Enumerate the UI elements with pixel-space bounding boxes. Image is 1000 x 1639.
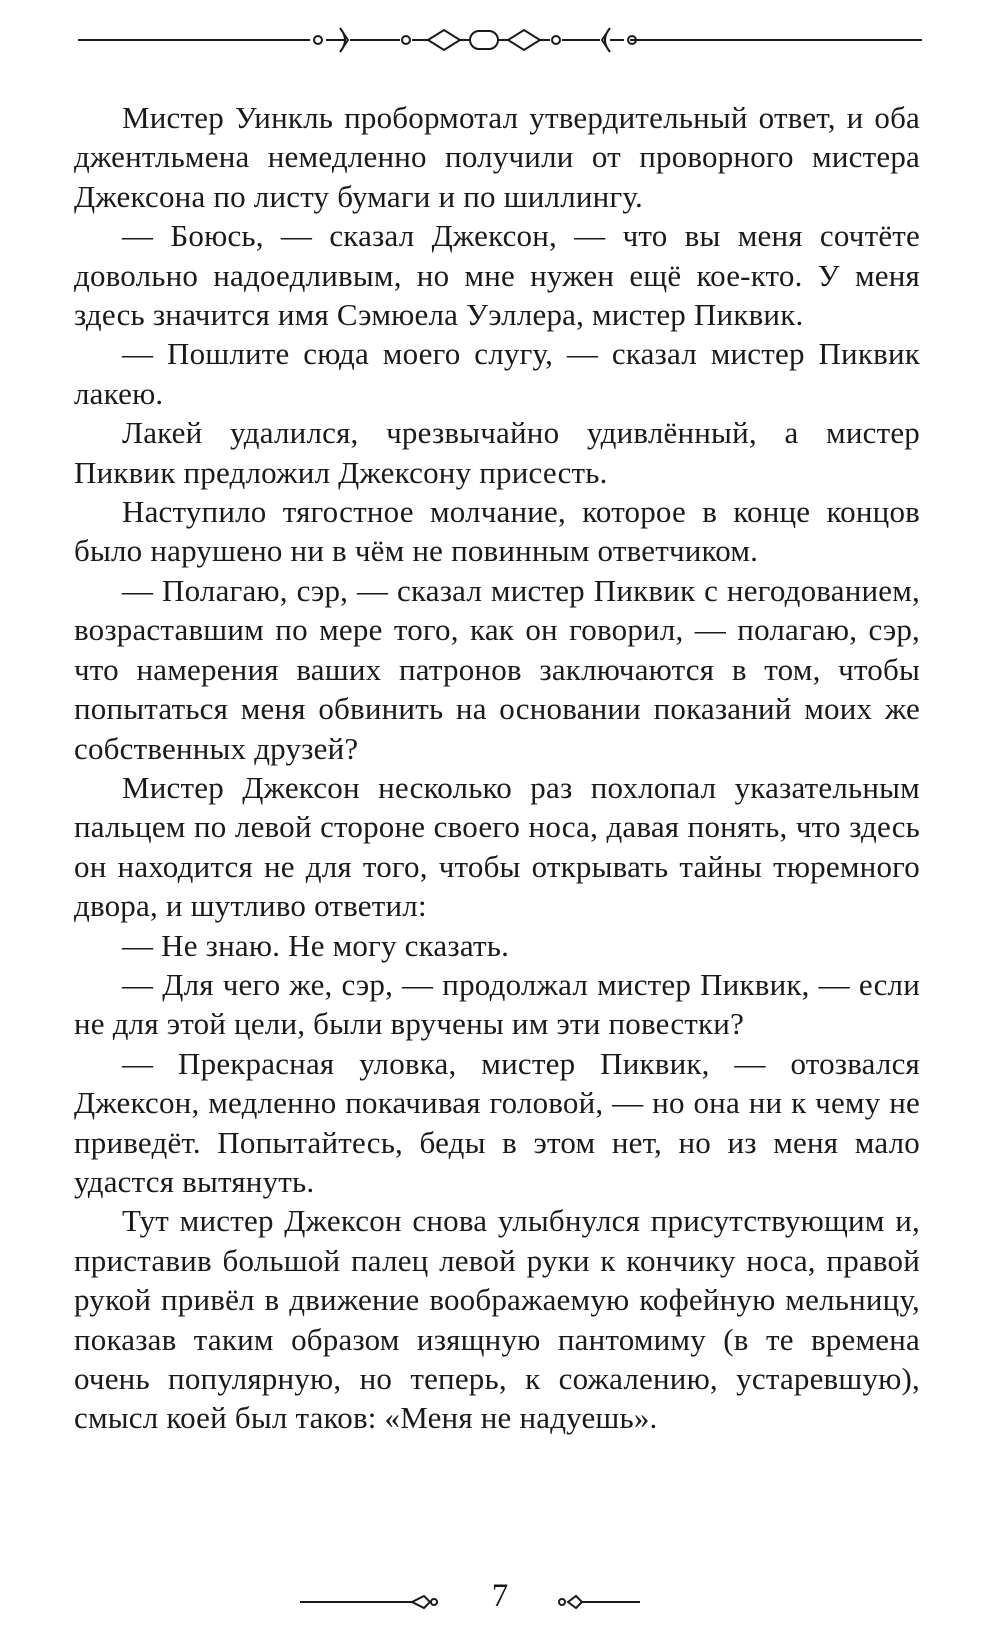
body-text bbox=[74, 98, 920, 1438]
page-number: 7 bbox=[491, 1578, 509, 1614]
paragraph: — Пошлите сюда моего слугу, — сказал мистер Пиквик лакею. bbox=[74, 336, 920, 411]
paragraph: — Боюсь, — сказал Джексон, — что вы меня сочтёте довольно надоедливым, но мне нужен ещё кое-кто. У меня здесь значится имя Сэмюела Уэллера, мистер Пиквик. bbox=[74, 218, 920, 333]
page-footer bbox=[300, 1576, 700, 1626]
paragraph: Мистер Джексон несколько раз похлопал указательным пальцем по левой стороне своего носа, давая понять, что здесь он находится не для того, чтобы открывать тайны тюремного двора, и шутливо ответил: bbox=[74, 769, 920, 924]
paragraph: Мистер Уинкль пробормотал утвердительный ответ, и оба джентльмена немедленно получили от проворного мистера Джексона по листу бумаги и по шиллингу. bbox=[74, 100, 920, 214]
paragraph: Лакей удалился, чрезвычайно удивлённый, а мистер Пиквик предложил Джексону присесть. bbox=[74, 415, 920, 490]
paragraph: — Для чего же, сэр, — продолжал мистер Пиквик, — если не для этой цели, были вручены им эти повестки? bbox=[74, 966, 920, 1042]
paragraph: — Прекрасная уловка, мистер Пиквик, — отозвался Джексон, медленно покачивая головой, — но она ни к чему не приведёт. Попытайтесь, беды в этом нет, но из меня мало удастся вытянуть. bbox=[74, 1045, 920, 1199]
paragraph: — Полагаю, сэр, — сказал мистер Пиквик с негодованием, возраставшим по мере того, как он говорил, — полагаю, сэр, что намерения ваших патронов заключаются в том, чтобы попытаться меня обвинить на основании показаний моих же собственных друзей? bbox=[74, 572, 920, 766]
paragraph: Тут мистер Джексон снова улыбнулся присутствующим и, приставив большой палец левой руки к кончику носа, правой рукой привёл в движение воображаемую кофейную мельницу, показав таким образом изящную пантомиму (в те времена очень популярную, но теперь, к сожалению, устаревшую), смысл коей был таков: «Меня не надуешь». bbox=[74, 1203, 920, 1436]
top-ornament-divider bbox=[78, 18, 922, 62]
paragraph: Наступило тягостное молчание, которое в конце концов было нарушено ни в чём не повинным ответчиком. bbox=[74, 494, 920, 569]
paragraph: — Не знаю. Не могу сказать. bbox=[122, 927, 510, 963]
